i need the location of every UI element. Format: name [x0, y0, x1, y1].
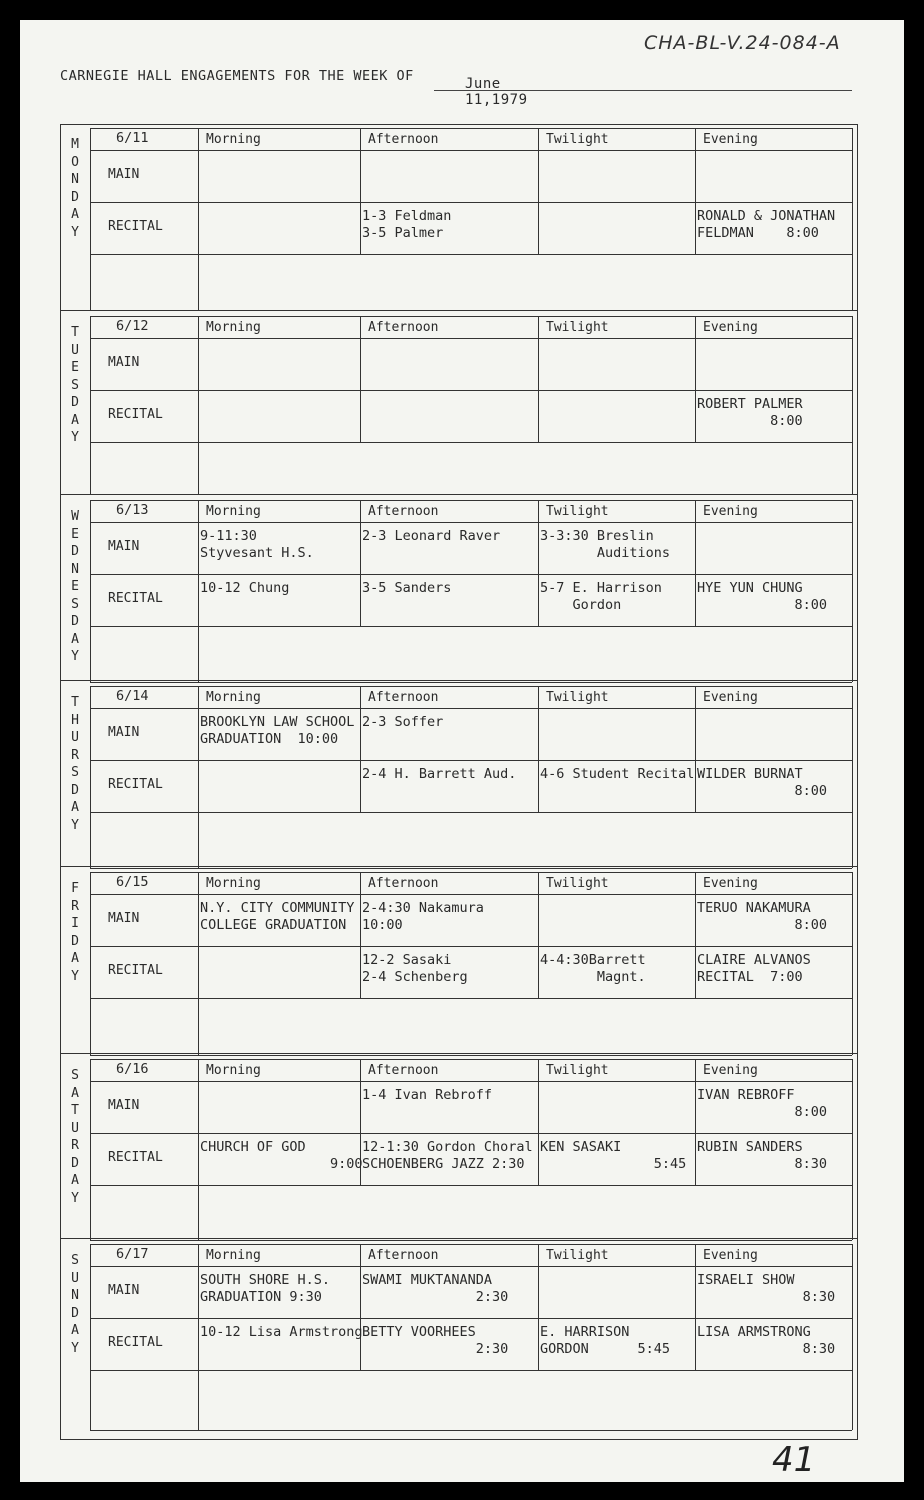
- recital-cell-twilight: 4-6 Student Recital: [540, 766, 695, 782]
- recital-cell-evening: WILDER BURNAT 8:00: [697, 766, 828, 799]
- row-label-recital: RECITAL: [108, 407, 163, 422]
- recital-cell-twilight: 4-4:30Barrett Magnt.: [540, 952, 646, 985]
- grid-line: [90, 1055, 852, 1056]
- day-separator: [60, 494, 858, 495]
- grid-line: [90, 1370, 852, 1371]
- main-cell-morning: N.Y. CITY COMMUNITY COLLEGE GRADUATION: [200, 900, 355, 933]
- day-name: S U N D A Y: [71, 1253, 79, 1356]
- row-label-recital: RECITAL: [108, 1335, 163, 1350]
- page-number: 41: [772, 1440, 816, 1480]
- day-name: M O N D A Y: [71, 137, 79, 240]
- recital-cell-evening: ROBERT PALMER 8:00: [697, 396, 803, 429]
- day-date: 6/13: [116, 502, 149, 518]
- grid-line: [90, 1059, 91, 1240]
- column-header-afternoon: Afternoon: [368, 876, 439, 891]
- main-cell-evening: IVAN REBROFF 8:00: [697, 1087, 828, 1120]
- grid-line: [90, 1133, 852, 1134]
- column-header-morning: Morning: [206, 1248, 261, 1263]
- header-title: CARNEGIE HALL ENGAGEMENTS FOR THE WEEK OF: [60, 68, 414, 84]
- grid-line: [90, 1244, 91, 1430]
- column-header-evening: Evening: [703, 876, 758, 891]
- column-header-evening: Evening: [703, 1248, 758, 1263]
- grid-line: [90, 500, 91, 682]
- row-label-recital: RECITAL: [108, 777, 163, 792]
- day-name: F R I D A Y: [71, 881, 79, 984]
- grid-line: [538, 316, 539, 442]
- main-cell-morning: SOUTH SHORE H.S. GRADUATION 9:30: [200, 1272, 331, 1305]
- grid-line: [695, 128, 696, 254]
- recital-cell-evening: LISA ARMSTRONG 8:30: [697, 1324, 836, 1357]
- grid-line: [538, 872, 539, 998]
- recital-cell-afternoon: 12-2 Sasaki 2-4 Schenberg: [362, 952, 468, 985]
- grid-line: [90, 812, 852, 813]
- recital-cell-twilight: E. HARRISON GORDON 5:45: [540, 1324, 671, 1357]
- row-label-main: MAIN: [108, 725, 140, 740]
- grid-line: [90, 1318, 852, 1319]
- recital-cell-afternoon: 2-4 H. Barrett Aud.: [362, 766, 517, 782]
- column-header-morning: Morning: [206, 876, 261, 891]
- column-header-evening: Evening: [703, 1063, 758, 1078]
- grid-line: [852, 686, 853, 868]
- column-header-afternoon: Afternoon: [368, 320, 439, 335]
- day-name: S A T U R D A Y: [71, 1068, 79, 1206]
- grid-line: [852, 316, 853, 494]
- grid-line: [360, 128, 361, 254]
- day-name: T U E S D A Y: [71, 325, 79, 445]
- grid-line: [90, 894, 852, 895]
- recital-cell-twilight: 5-7 E. Harrison Gordon: [540, 580, 662, 613]
- day-separator: [60, 1053, 858, 1054]
- grid-line: [90, 254, 852, 255]
- grid-line: [852, 1059, 853, 1240]
- recital-cell-morning: 10-12 Chung: [200, 580, 290, 596]
- grid-line: [90, 1059, 852, 1060]
- grid-line: [695, 1244, 696, 1370]
- grid-line: [198, 812, 199, 868]
- column-header-morning: Morning: [206, 132, 261, 147]
- row-label-main: MAIN: [108, 1098, 140, 1113]
- row-label-recital: RECITAL: [108, 963, 163, 978]
- column-header-morning: Morning: [206, 504, 261, 519]
- grid-line: [90, 626, 852, 627]
- grid-line: [360, 500, 361, 626]
- grid-line: [90, 686, 91, 868]
- day-date: 6/14: [116, 688, 149, 704]
- main-cell-afternoon: 2-4:30 Nakamura 10:00: [362, 900, 484, 933]
- column-header-twilight: Twilight: [546, 1063, 609, 1078]
- recital-cell-evening: RUBIN SANDERS 8:30: [697, 1139, 828, 1172]
- row-label-main: MAIN: [108, 355, 140, 370]
- grid-line: [695, 316, 696, 442]
- column-header-afternoon: Afternoon: [368, 1063, 439, 1078]
- grid-line: [852, 872, 853, 1055]
- grid-line: [360, 686, 361, 812]
- grid-line: [695, 686, 696, 812]
- grid-line: [90, 868, 852, 869]
- column-header-evening: Evening: [703, 690, 758, 705]
- grid-line: [538, 500, 539, 626]
- grid-line: [852, 500, 853, 682]
- grid-line: [90, 316, 852, 317]
- recital-cell-twilight: KEN SASAKI 5:45: [540, 1139, 687, 1172]
- archive-reference: CHA-BL-V.24-084-A: [644, 32, 841, 54]
- grid-line: [198, 128, 199, 254]
- grid-line: [198, 872, 199, 998]
- grid-line: [90, 574, 852, 575]
- grid-line: [198, 1370, 199, 1430]
- row-label-recital: RECITAL: [108, 219, 163, 234]
- column-header-twilight: Twilight: [546, 504, 609, 519]
- day-separator: [60, 1238, 858, 1239]
- recital-cell-evening: RONALD & JONATHAN FELDMAN 8:00: [697, 208, 836, 241]
- grid-line: [90, 998, 852, 999]
- grid-line: [360, 1244, 361, 1370]
- column-header-afternoon: Afternoon: [368, 504, 439, 519]
- column-header-twilight: Twilight: [546, 876, 609, 891]
- column-header-morning: Morning: [206, 690, 261, 705]
- recital-cell-afternoon: 12-1:30 Gordon Choral SCHOENBERG JAZZ 2:30: [362, 1139, 533, 1172]
- grid-line: [695, 1059, 696, 1185]
- day-date: 6/11: [116, 130, 149, 146]
- column-header-evening: Evening: [703, 132, 758, 147]
- column-header-twilight: Twilight: [546, 320, 609, 335]
- grid-line: [90, 500, 852, 501]
- grid-line: [90, 390, 852, 391]
- row-label-main: MAIN: [108, 1283, 140, 1298]
- main-cell-morning: BROOKLYN LAW SCHOOL GRADUATION 10:00: [200, 714, 355, 747]
- main-cell-evening: TERUO NAKAMURA 8:00: [697, 900, 828, 933]
- day-name: T H U R S D A Y: [71, 695, 79, 833]
- main-cell-evening: ISRAELI SHOW 8:30: [697, 1272, 836, 1305]
- grid-line: [538, 686, 539, 812]
- grid-line: [695, 872, 696, 998]
- grid-line: [90, 1266, 852, 1267]
- grid-line: [90, 682, 852, 683]
- grid-line: [90, 872, 91, 1055]
- grid-line: [852, 1244, 853, 1430]
- grid-line: [90, 522, 852, 523]
- grid-line: [90, 128, 852, 129]
- grid-line: [90, 128, 91, 310]
- column-header-morning: Morning: [206, 320, 261, 335]
- day-date: 6/15: [116, 874, 149, 890]
- grid-line: [90, 1081, 852, 1082]
- grid-line: [198, 1059, 199, 1185]
- grid-line: [90, 338, 852, 339]
- day-separator: [60, 866, 858, 867]
- column-header-afternoon: Afternoon: [368, 690, 439, 705]
- main-cell-twilight: 3-3:30 Breslin Auditions: [540, 528, 671, 561]
- grid-line: [198, 500, 199, 626]
- document-header: [60, 68, 528, 108]
- day-name: W E D N E S D A Y: [71, 509, 79, 664]
- day-separator: [60, 680, 858, 681]
- main-cell-afternoon: 2-3 Soffer: [362, 714, 444, 730]
- column-header-twilight: Twilight: [546, 132, 609, 147]
- recital-cell-evening: CLAIRE ALVANOS RECITAL 7:00: [697, 952, 811, 985]
- grid-line: [90, 872, 852, 873]
- main-cell-afternoon: 1-4 Ivan Rebroff: [362, 1087, 493, 1103]
- day-date: 6/12: [116, 318, 149, 334]
- grid-line: [90, 1240, 852, 1241]
- grid-line: [90, 708, 852, 709]
- day-date: 6/17: [116, 1246, 149, 1262]
- grid-line: [198, 686, 199, 812]
- recital-cell-morning: 10-12 Lisa Armstrong: [200, 1324, 363, 1340]
- grid-line: [90, 1185, 852, 1186]
- grid-line: [90, 316, 91, 494]
- row-label-main: MAIN: [108, 167, 140, 182]
- column-header-twilight: Twilight: [546, 690, 609, 705]
- grid-line: [198, 1185, 199, 1240]
- grid-line: [538, 1244, 539, 1370]
- recital-cell-morning: CHURCH OF GOD 9:00: [200, 1139, 363, 1172]
- column-header-morning: Morning: [206, 1063, 261, 1078]
- grid-line: [360, 316, 361, 442]
- row-label-recital: RECITAL: [108, 1150, 163, 1165]
- main-cell-afternoon: SWAMI MUKTANANDA 2:30: [362, 1272, 509, 1305]
- day-date: 6/16: [116, 1061, 149, 1077]
- day-separator: [60, 310, 858, 311]
- grid-line: [360, 872, 361, 998]
- grid-line: [90, 442, 852, 443]
- main-cell-afternoon: 2-3 Leonard Raver: [362, 528, 501, 544]
- grid-line: [198, 1244, 199, 1370]
- week-date: June 11,1979: [465, 76, 528, 108]
- row-label-main: MAIN: [108, 539, 140, 554]
- recital-cell-evening: HYE YUN CHUNG 8:00: [697, 580, 828, 613]
- grid-line: [90, 760, 852, 761]
- grid-line: [538, 128, 539, 254]
- column-header-twilight: Twilight: [546, 1248, 609, 1263]
- grid-line: [90, 150, 852, 151]
- recital-cell-afternoon: 1-3 Feldman 3-5 Palmer: [362, 208, 452, 241]
- grid-line: [90, 202, 852, 203]
- date-underline: [434, 90, 852, 91]
- column-header-evening: Evening: [703, 504, 758, 519]
- grid-line: [198, 442, 199, 494]
- row-label-main: MAIN: [108, 911, 140, 926]
- grid-line: [198, 316, 199, 442]
- grid-line: [90, 686, 852, 687]
- column-header-afternoon: Afternoon: [368, 1248, 439, 1263]
- main-cell-morning: 9-11:30 Styvesant H.S.: [200, 528, 314, 561]
- grid-line: [695, 500, 696, 626]
- recital-cell-afternoon: 3-5 Sanders: [362, 580, 452, 596]
- column-header-afternoon: Afternoon: [368, 132, 439, 147]
- grid-line: [90, 1430, 852, 1431]
- grid-line: [198, 626, 199, 682]
- grid-line: [90, 1244, 852, 1245]
- grid-line: [198, 254, 199, 310]
- recital-cell-afternoon: BETTY VOORHEES 2:30: [362, 1324, 509, 1357]
- grid-line: [538, 1059, 539, 1185]
- grid-line: [198, 998, 199, 1055]
- grid-line: [90, 946, 852, 947]
- row-label-recital: RECITAL: [108, 591, 163, 606]
- column-header-evening: Evening: [703, 320, 758, 335]
- grid-line: [852, 128, 853, 310]
